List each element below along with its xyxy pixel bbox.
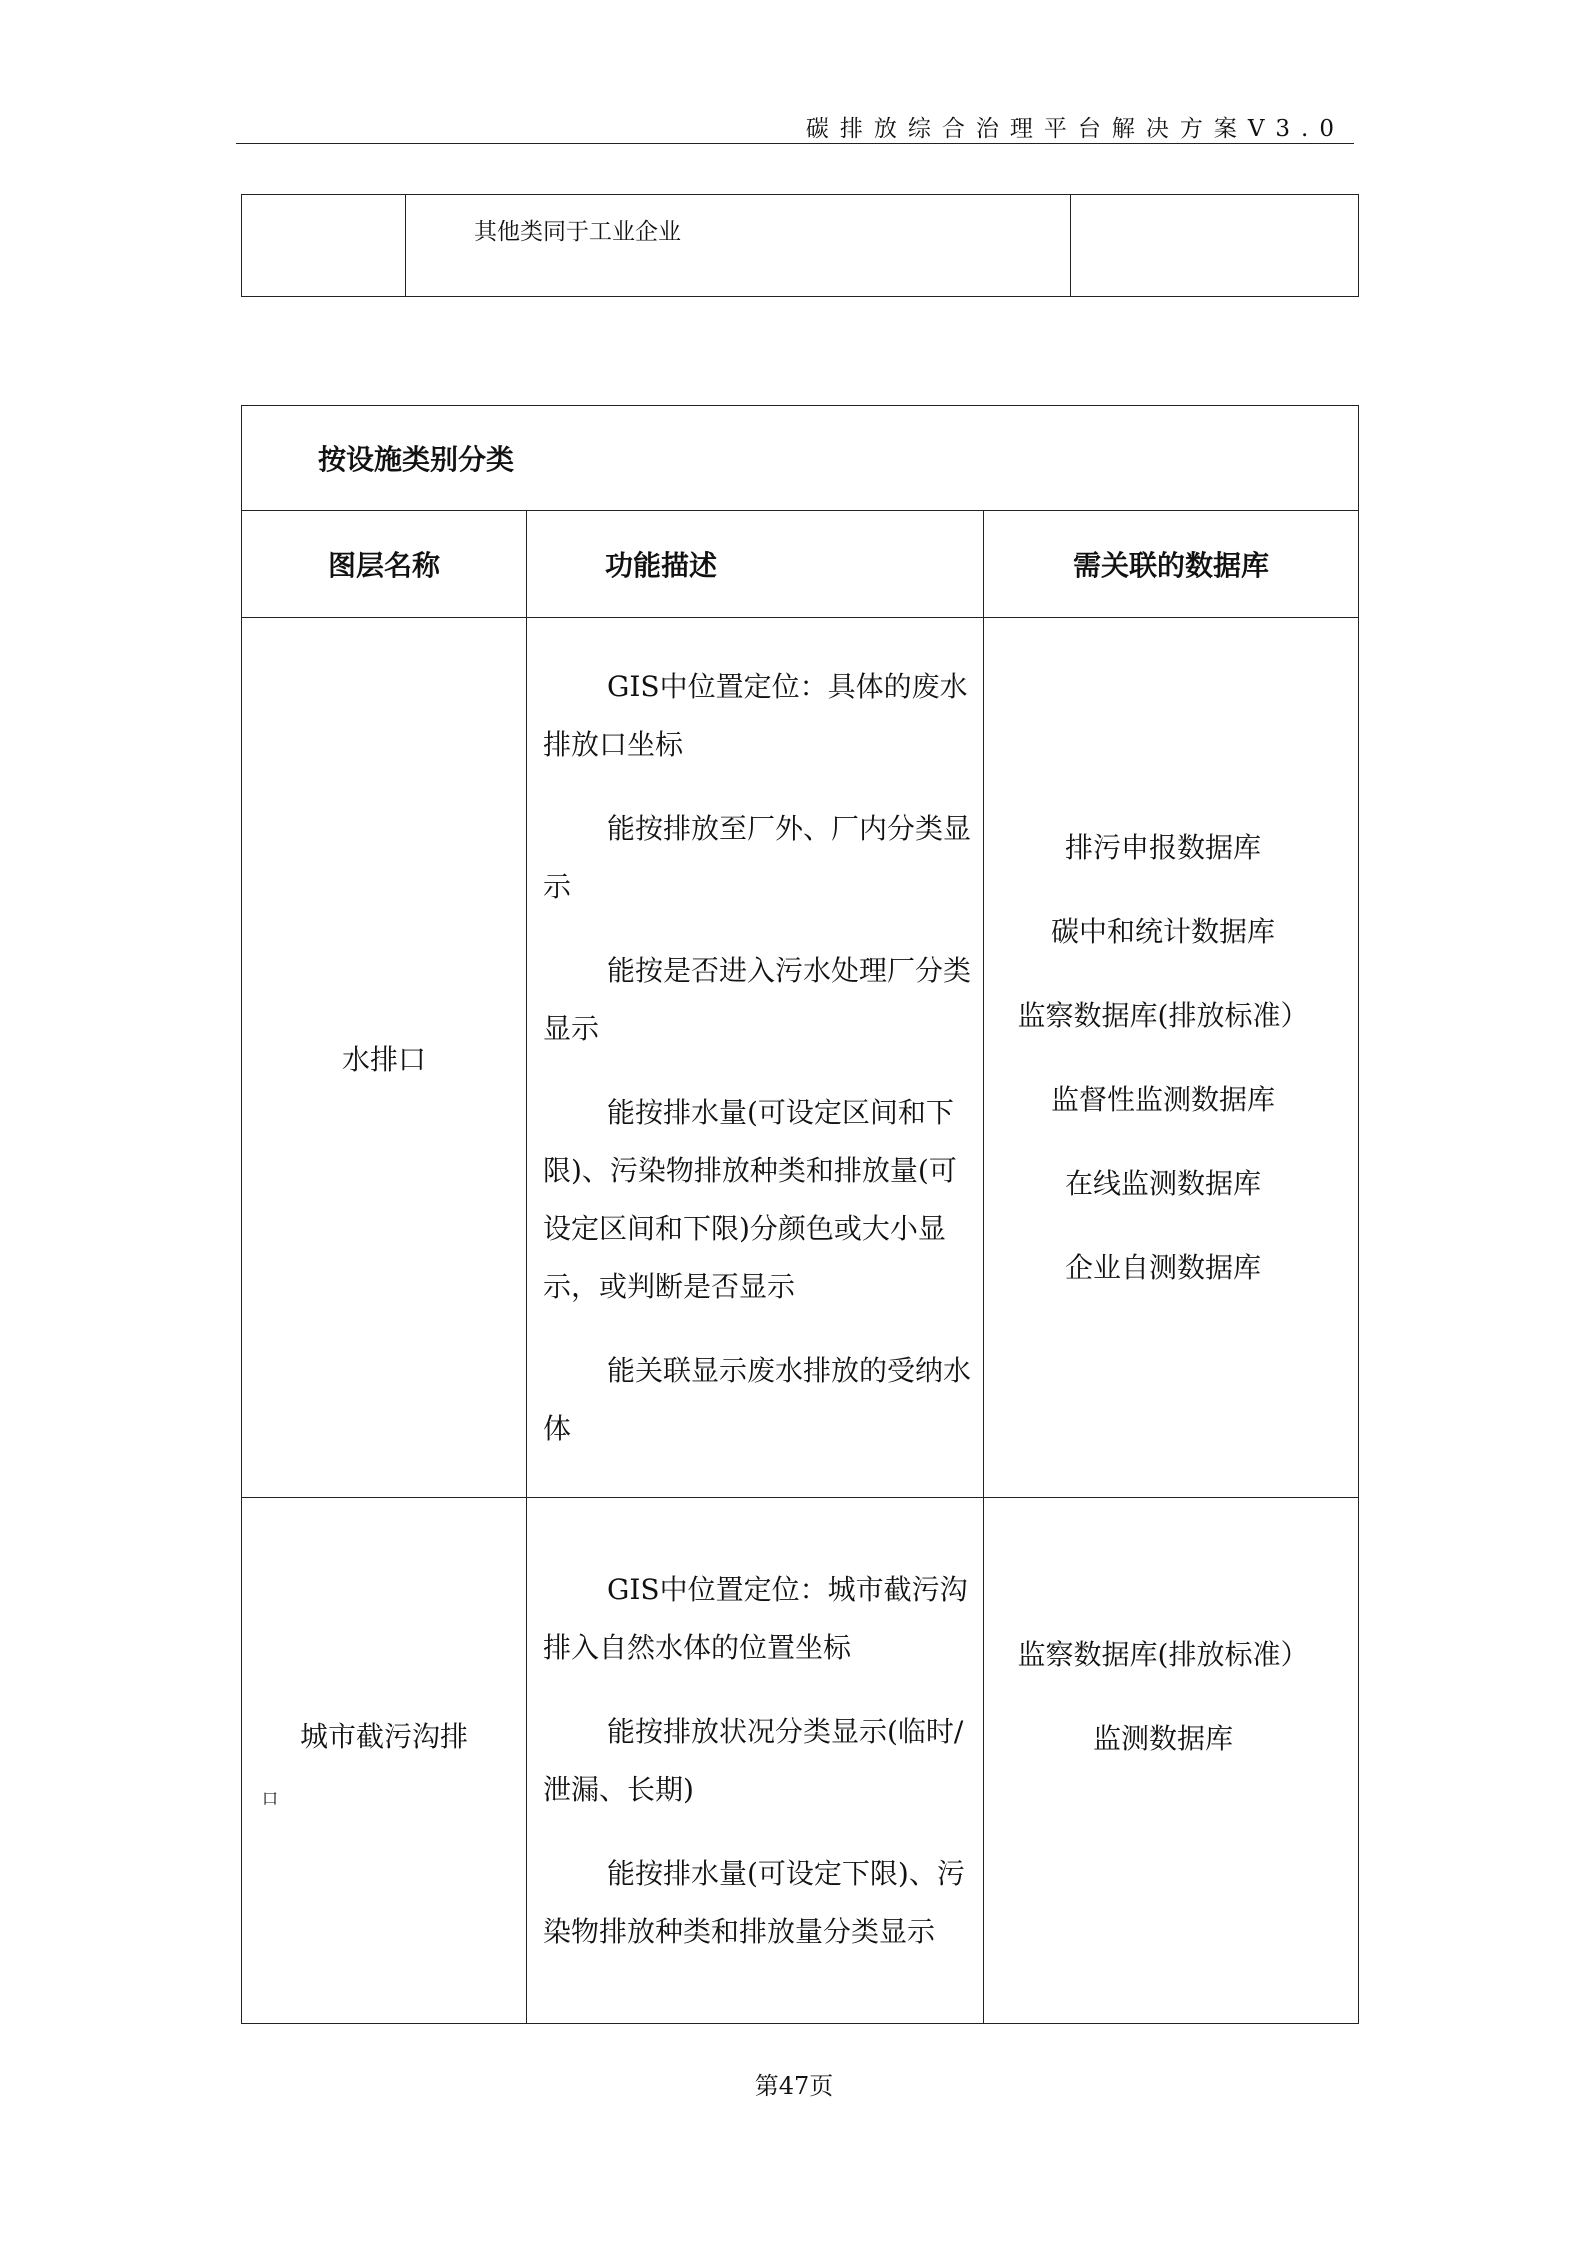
continued-table	[241, 194, 1359, 297]
description-item: 能按是否进入污水处理厂分类显示	[543, 953, 972, 1045]
table-row	[242, 195, 1359, 297]
database-item: 碳中和统计数据库	[1051, 914, 1276, 948]
table-cell-empty	[242, 195, 406, 297]
cell-text: 其他类同于工业企业	[474, 219, 681, 245]
function-description-cell	[527, 1498, 984, 2024]
description-item: 能按排水量(可设定区间和下限)、污染物排放种类和排放量(可设定区间和下限)分颜色或大小显示，或判断是否显示	[543, 1095, 957, 1303]
database-item: 企业自测数据库	[1065, 1250, 1262, 1284]
section-title: 按设施类别分类	[242, 406, 1359, 511]
database-cell	[984, 618, 1359, 1498]
database-item: 监察数据库(排放标准）	[1017, 1638, 1309, 1671]
table-cell	[406, 195, 1071, 297]
column-header-layer-name	[242, 511, 527, 618]
table-cell-empty	[1071, 195, 1359, 297]
database-item: 监察数据库(排放标准）	[1017, 998, 1309, 1032]
layer-name-cell	[242, 618, 527, 1498]
layer-name-overflow: 口	[262, 1789, 279, 1808]
column-header-text: 需关联的数据库	[1073, 549, 1270, 582]
column-header-database	[984, 511, 1359, 618]
description-item: 能按排水量(可设定下限)、污染物排放种类和排放量分类显示	[543, 1856, 965, 1948]
database-item: 在线监测数据库	[1065, 1166, 1262, 1200]
column-header-text: 功能描述	[605, 549, 718, 582]
function-description-cell	[527, 618, 984, 1498]
page-number: 第47页	[754, 2072, 834, 2100]
description-item: GIS中位置定位：城市截污沟排入自然水体的位置坐标	[543, 1572, 968, 1664]
description-item: 能按排放至厂外、厂内分类显示	[543, 811, 972, 903]
database-item: 排污申报数据库	[1065, 830, 1262, 864]
table-section-row	[242, 406, 1359, 511]
layer-name: 城市截污沟排	[299, 1719, 468, 1753]
database-item: 监测数据库	[1093, 1722, 1234, 1755]
facility-layer-table	[241, 405, 1359, 2024]
header-rule	[236, 143, 1354, 144]
layer-name: 水排口	[341, 1042, 426, 1076]
description-item: 能关联显示废水排放的受纳水体	[543, 1353, 972, 1445]
column-header-function	[527, 511, 984, 618]
column-header-text: 图层名称	[328, 549, 441, 582]
database-cell	[984, 1498, 1359, 2024]
table-header-row	[242, 511, 1359, 618]
description-item: 能按排放状况分类显示(临时/泄漏、长期)	[543, 1714, 964, 1806]
database-item: 监督性监测数据库	[1051, 1082, 1276, 1116]
table-row	[242, 1498, 1359, 2024]
description-item: GIS中位置定位：具体的废水排放口坐标	[543, 669, 968, 761]
document-header-title: 碳排放综合治理平台解决方案V3.0	[805, 116, 1345, 142]
layer-name-cell	[242, 1498, 527, 2024]
table-row	[242, 618, 1359, 1498]
